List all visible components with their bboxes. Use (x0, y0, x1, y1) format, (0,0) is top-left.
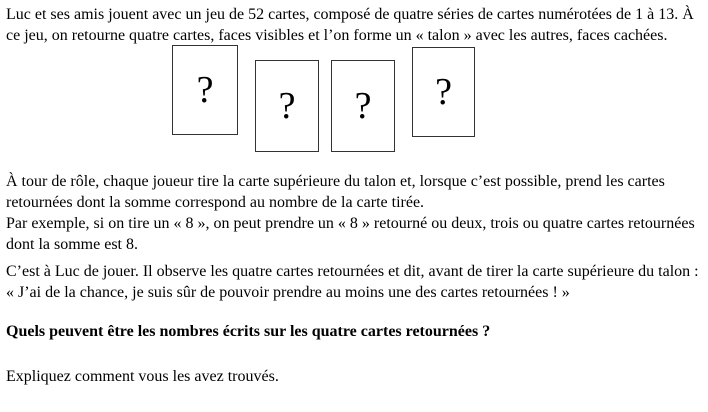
luc-statement-paragraph: C’est à Luc de jouer. Il observe les quatre cartes retournées et dit, avant de tirer la carte supérieure du talon : « J’ai de la chance, je suis sûr de pouvoir prendre au moins une des cartes retournées ! » (6, 263, 699, 301)
main-question: Quels peuvent être les nombres écrits sur les quatre cartes retournées ? (6, 323, 491, 340)
explain-instruction: Expliquez comment vous les avez trouvés. (6, 368, 279, 385)
card-2 (255, 60, 319, 152)
card-3-question-mark: ? (354, 85, 372, 127)
card-3 (331, 60, 395, 152)
card-4-question-mark: ? (435, 71, 452, 113)
card-2-question-mark: ? (278, 85, 296, 127)
card-1-question-mark: ? (196, 69, 214, 111)
cards-row (6, 45, 700, 167)
example-paragraph: Par exemple, si on tire un « 8 », on peut prendre un « 8 » retourné ou deux, trois ou quatre cartes retournées dont la somme est 8. (6, 215, 695, 253)
card-1 (172, 45, 238, 135)
intro-paragraph: Luc et ses amis jouent avec un jeu de 52 cartes, composé de quatre séries de cartes numérotées de 1 à 13. À ce jeu, on retourne quatre cartes, faces visibles et l’on forme un « talon » avec les autres, faces cachées. (6, 6, 694, 44)
rule-paragraph: À tour de rôle, chaque joueur tire la carte supérieure du talon et, lorsque c’est possible, prend les cartes retournées dont la somme correspond au nombre de la carte tirée. (6, 173, 665, 211)
card-4 (412, 47, 475, 137)
